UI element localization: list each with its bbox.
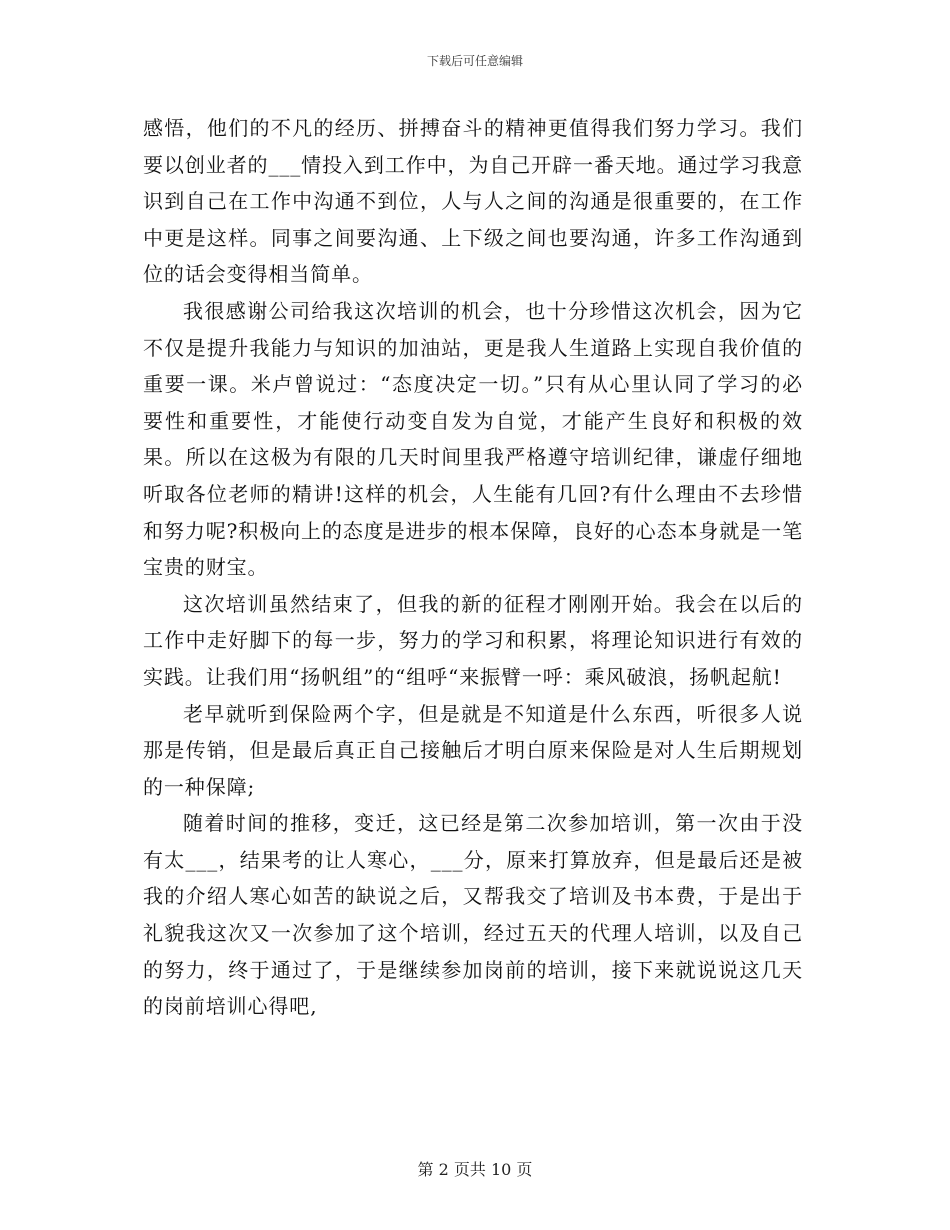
page-number-footer: 第 2 页共 10 页 [417, 1160, 533, 1179]
paragraph-5: 随着时间的推移，变迁，这已经是第二次参加培训，第一次由于没有太___，结果考的让人寒心，___分，原来打算放弃，但是最后还是被我的介绍人寒心如苦的缺说之后，又帮我交了培训及书本费，于是出于礼貌我这次又一次参加了这个培训，经过五天的代理人培训，以及自己的努力，终于通过了，于是继续参加岗前的培训，接下来就说说这几天的岗前培训心得吧, [143, 811, 803, 1019]
page-header: 下载后可任意编辑 [426, 54, 523, 68]
paragraph-3: 这次培训虽然结束了，但我的新的征程才刚刚开始。我会在以后的工作中走好脚下的每一步，努力的学习和积累，将理论知识进行有效的实践。让我们用“扬帆组”的“组呼“来振臂一呼：乘风破浪，扬帆起航! [143, 591, 803, 689]
paragraph-2: 我很感谢公司给我这次培训的机会，也十分珍惜这次机会，因为它不仅是提升我能力与知识的加油站，更是我人生道路上实现自我价值的重要一课。米卢曾说过：“态度决定一切。”只有从心里认同了学习的必要性和重要性，才能使行动变自发为自觉，才能产生良好和积极的效果。所以在这极为有限的几天时间里我严格遵守培训纪律，谦虚仔细地听取各位老师的精讲!这样的机会，人生能有几回?有什么理由不去珍惜和努力呢?积极向上的态度是进步的根本保障，良好的心态本身就是一笔宝贵的财宝。 [143, 298, 803, 580]
document-body [143, 110, 803, 1025]
paragraph-1: 感悟，他们的不凡的经历、拼搏奋斗的精神更值得我们努力学习。我们要以创业者的___情投入到工作中，为自己开辟一番天地。通过学习我意识到自己在工作中沟通不到位，人与人之间的沟通是很重要的，在工作中更是这样。同事之间要沟通、上下级之间也要沟通，许多工作沟通到位的话会变得相当简单。 [143, 116, 803, 287]
paragraph-4: 老早就听到保险两个字，但是就是不知道是什么东西，听很多人说那是传销，但是最后真正自己接触后才明白原来保险是对人生后期规划的一种保障; [143, 701, 803, 799]
